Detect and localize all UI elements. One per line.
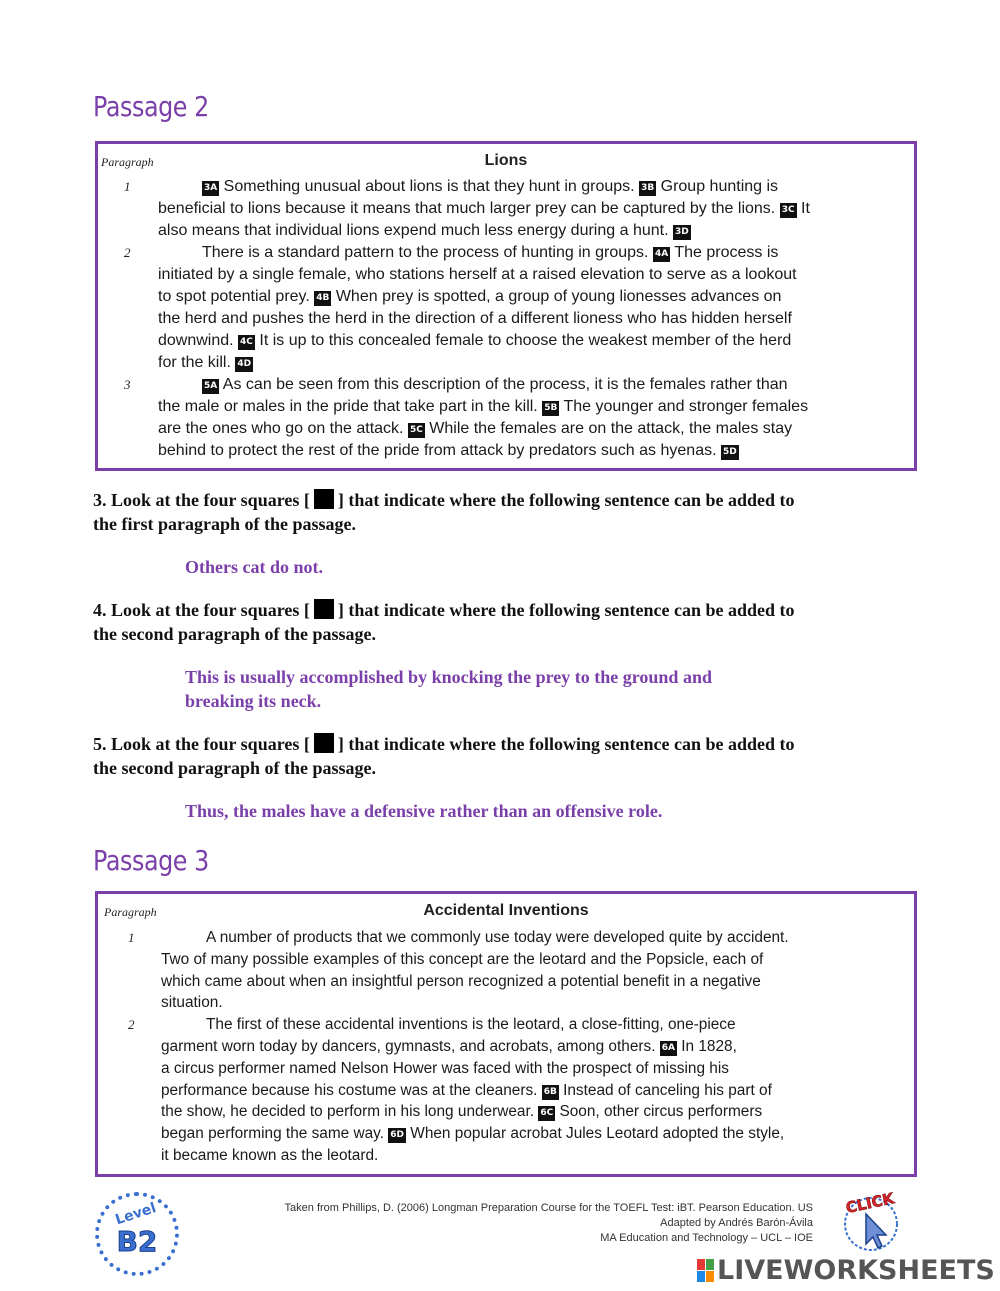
paragraph-line [158,286,781,308]
answer-line: This is usually accomplished by knocking the prey to the ground and [185,667,712,687]
text-run: to spot potential prey. [158,288,315,305]
liveworksheets-logo-icon [697,1259,715,1283]
question-line: the second paragraph of the passage. [93,624,377,644]
paragraph-line [206,1014,736,1036]
text-run: for the kill. [158,354,236,371]
paragraph-line [161,971,761,993]
question-text: ] that indicate where the following sentence can be added to [337,490,795,510]
passage-2-title: Lions [484,152,528,169]
paragraph-line [158,418,792,440]
insertion-square-3c[interactable]: 3C [780,203,797,218]
text-run: When prey is spotted, a group of young lionesses advances on [331,288,782,305]
insertion-square-6c[interactable]: 6C [538,1106,555,1121]
text-run: It is up to this concealed female to choose the weakest member of the herd [254,332,792,349]
passage-3-title: Accidental Inventions [423,902,589,919]
insertion-square-4b[interactable]: 4B [314,291,331,306]
question-line [93,598,903,622]
insertion-square-6b[interactable]: 6B [542,1085,559,1100]
text-run: a circus performer named Nelson Hower was faced with the prospect of missing his [161,1059,729,1077]
paragraph-number: 2 [128,1017,135,1033]
text-run: Two of many possible examples of this concept are the leotard and the Popsicle, each of [161,950,764,968]
question-text: ] that indicate where the following sentence can be added to [337,600,795,620]
question-5 [93,732,903,780]
text-run: The younger and stronger females [559,398,809,415]
text-run: A number of products that we commonly use today were developed quite by accident. [206,929,789,946]
question-text: 4. Look at the four squares [ [93,600,310,620]
question-3 [93,488,903,536]
click-logo [828,1190,914,1252]
text-run: garment worn today by dancers, gymnasts, and acrobats, among others. [161,1038,660,1055]
level-b2-badge [95,1192,179,1276]
insertion-square-4c[interactable]: 4C [238,335,255,350]
paragraph-line [161,1080,772,1102]
text-run: situation. [161,994,223,1012]
text-run: Soon, other circus performers [555,1103,763,1121]
paragraph-line [158,440,739,462]
question-line [93,488,903,512]
question-line: the first paragraph of the passage. [93,514,356,534]
answer-line: Thus, the males have a defensive rather than an offensive role. [185,801,663,821]
paragraph-line [161,1036,737,1058]
paragraph-line [158,330,791,352]
text-run: The first of these accidental inventions is the leotard, a close-fitting, one-piece [206,1016,736,1034]
paragraph-line [158,352,253,374]
insertion-square-6a[interactable]: 6A [660,1041,677,1056]
text-run: Instead of canceling his part of [558,1081,772,1099]
sentence-to-insert-5 [185,799,805,823]
paragraph-label: Paragraph [101,155,154,169]
text-run: which came about when an insightful person recognized a potential benefit in a negative [161,972,761,990]
square-symbol-icon [314,599,334,619]
click-logo-text: CLICK [844,1190,896,1217]
level-badge-main: B2 [116,1225,158,1258]
paragraph-number: 1 [128,930,135,945]
question-line [93,732,903,756]
question-text: ] that indicate where the following sentence can be added to [337,734,795,754]
question-line: the second paragraph of the passage. [93,758,377,778]
paragraph-line [158,396,808,418]
footer-line: Taken from Phillips, D. (2006) Longman Preparation Course for the TOEFL Test: iBT. Pearson Education. US [284,1202,813,1214]
text-run: the herd and pushes the herd in the direction of a different lioness who has hidden herself [158,310,792,327]
paragraph-line [161,992,223,1014]
level-badge-icon [99,1196,175,1272]
paragraph-number: 2 [124,245,131,260]
question-4 [93,598,903,646]
insertion-square-5b[interactable]: 5B [542,401,559,416]
insertion-square-3a[interactable]: 3A [202,181,219,196]
square-symbol-icon [314,489,334,509]
footer-line: MA Education and Technology – UCL – IOE [600,1232,813,1244]
paragraph-line [158,308,792,330]
footer-line: Adapted by Andrés Barón-Ávila [660,1217,813,1229]
answer-line: Others cat do not. [185,557,323,577]
liveworksheets-wordmark: LIVEWORKSHEETS [717,1255,995,1286]
footer-credits [285,1201,813,1246]
paragraph-line [202,374,788,396]
paragraph-line [158,220,691,242]
text-run: performance because his costume was at the cleaners. [161,1081,542,1099]
paragraph-number: 3 [124,377,131,392]
paragraph-line [158,198,810,220]
insertion-square-6d[interactable]: 6D [388,1128,406,1143]
insertion-square-5d[interactable]: 5D [721,445,739,460]
text-run: It [796,200,810,217]
paragraph-line [206,927,789,949]
paragraph-line [161,1058,729,1080]
paragraph-number: 1 [124,179,131,194]
insertion-square-5c[interactable]: 5C [408,423,425,438]
text-run: the male or males in the pride that take part in the kill. [158,398,543,415]
question-text: 5. Look at the four squares [ [93,734,310,754]
insertion-square-4a[interactable]: 4A [653,247,670,262]
insertion-square-4d[interactable]: 4D [235,357,253,372]
text-run: beneficial to lions because it means that much larger prey can be captured by the lions. [158,200,780,217]
passage-2-box [95,141,917,471]
passage-3-box [95,891,917,1177]
level-badge-top: Level [113,1200,159,1229]
text-run: Group hunting is [656,178,779,195]
text-run: initiated by a single female, who stations herself at a raised elevation to serve as a lookout [158,266,797,283]
question-text: 3. Look at the four squares [ [93,490,310,510]
insertion-square-3d[interactable]: 3D [673,225,691,240]
passage-3-heading: Passage 3 [93,844,209,877]
text-run: it became known as the leotard. [161,1147,379,1164]
sentence-to-insert-4 [185,665,805,713]
text-run: Something unusual about lions is that they hunt in groups. [219,178,640,195]
liveworksheets-brand [697,1255,995,1286]
text-run: behind to protect the rest of the pride from attack by predators such as hyenas. [158,442,721,459]
paragraph-line [161,949,763,971]
paragraph-line [202,176,778,198]
paragraph-line [161,1145,378,1167]
passage-2-heading: Passage 2 [93,90,209,123]
text-run: As can be seen from this description of the process, it is the females rather than [219,376,788,393]
text-run: downwind. [158,332,239,349]
text-run: the show, he decided to perform in his long underwear. [161,1103,539,1121]
text-run: While the females are on the attack, the males stay [424,420,793,437]
text-run: The process is [670,244,779,261]
paragraph-line [202,242,778,264]
insertion-square-3b[interactable]: 3B [639,181,656,196]
text-run: also means that individual lions expend much less energy during a hunt. [158,222,673,239]
paragraph-line [158,264,797,286]
text-run: began performing the same way. [161,1125,389,1143]
text-run: are the ones who go on the attack. [158,420,408,437]
text-run: In 1828, [676,1038,737,1055]
click-cursor-icon [828,1190,914,1252]
answer-line: breaking its neck. [185,691,322,711]
insertion-square-5a[interactable]: 5A [202,379,219,394]
paragraph-line [161,1123,784,1145]
paragraph-line [161,1101,762,1123]
text-run: There is a standard pattern to the process of hunting in groups. [202,244,653,261]
sentence-to-insert-3 [185,555,805,579]
paragraph-label: Paragraph [104,905,157,919]
square-symbol-icon [314,733,334,753]
text-run: When popular acrobat Jules Leotard adopted the style, [406,1125,785,1143]
